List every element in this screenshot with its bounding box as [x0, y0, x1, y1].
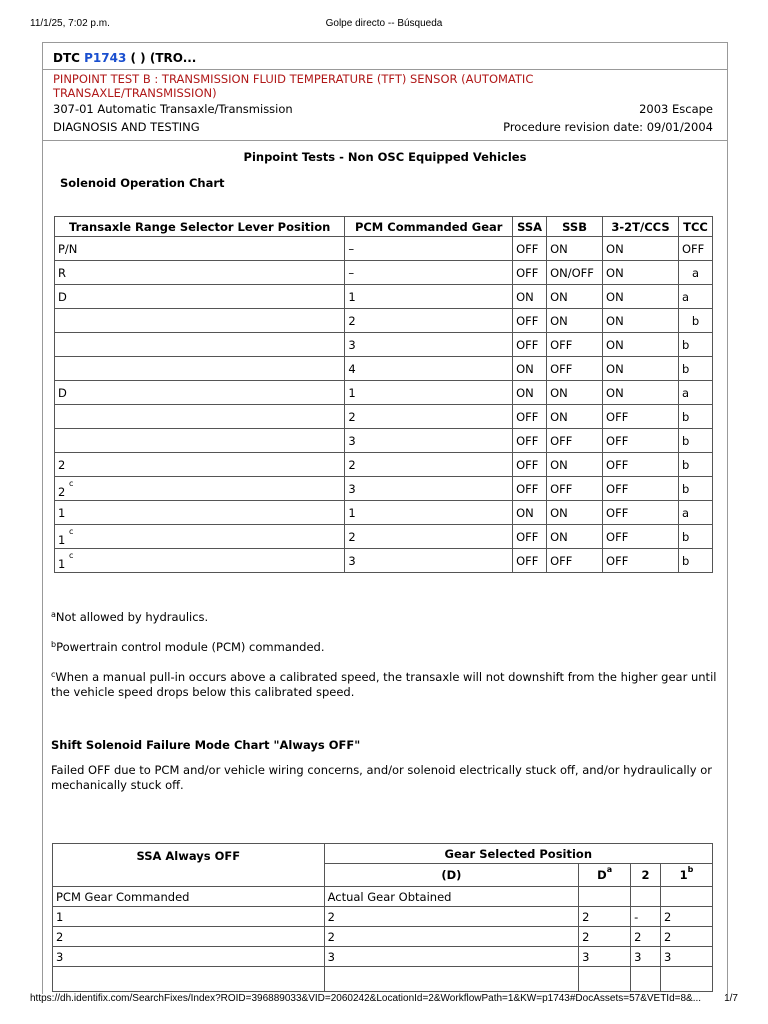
column-header: 1$^b$	[661, 864, 713, 887]
table-row	[55, 333, 713, 357]
table-cell: 3	[324, 947, 579, 967]
table-cell: ON	[547, 381, 603, 405]
table-header-row	[53, 844, 713, 864]
table-cell: b	[678, 405, 712, 429]
table-cell: ON	[547, 285, 603, 309]
table-cell: b	[678, 477, 712, 501]
column-header: $D^a$	[579, 864, 631, 887]
footnote-a	[51, 610, 208, 625]
table-cell: OFF	[547, 357, 603, 381]
table-row	[53, 967, 713, 992]
table-cell: OFF	[678, 237, 712, 261]
table-cell: b	[678, 525, 712, 549]
table-row	[53, 907, 713, 927]
table-row	[55, 381, 713, 405]
table-cell: ON	[603, 309, 679, 333]
table-cell: OFF	[603, 477, 679, 501]
table-cell: 1 $^c$	[55, 549, 345, 573]
failure-mode-table	[52, 843, 713, 992]
table-cell: 1	[345, 285, 513, 309]
table-cell: 2	[324, 927, 579, 947]
table-cell: 1	[345, 501, 513, 525]
table-cell: OFF	[513, 237, 547, 261]
table-cell: OFF	[603, 453, 679, 477]
vehicle-name: 2003 Escape	[639, 102, 713, 116]
table-cell: OFF	[513, 309, 547, 333]
category-name: DIAGNOSIS AND TESTING	[53, 120, 200, 134]
table-row	[53, 927, 713, 947]
dtc-title	[53, 51, 196, 65]
column-header: PCM Commanded Gear	[345, 217, 513, 237]
table-cell: 2	[661, 927, 713, 947]
section-name: 307-01 Automatic Transaxle/Transmission	[53, 102, 293, 116]
table-cell: PCM Gear Commanded	[53, 887, 325, 907]
table-cell: b	[678, 453, 712, 477]
table-cell: OFF	[513, 477, 547, 501]
column-header: (D)	[324, 864, 579, 887]
footnote-mark: a	[51, 610, 56, 619]
table-cell: 2	[345, 309, 513, 333]
table-cell: 2	[579, 907, 631, 927]
table-cell: OFF	[547, 477, 603, 501]
column-header: Transaxle Range Selector Lever Position	[55, 217, 345, 237]
table-cell: 3	[661, 947, 713, 967]
table-cell: 2	[345, 405, 513, 429]
footnote-text: Powertrain control module (PCM) commanded.	[56, 640, 325, 654]
table-row	[55, 501, 713, 525]
table-row	[53, 887, 713, 907]
page-subtitle: Pinpoint Tests - Non OSC Equipped Vehicles	[243, 150, 527, 164]
table-cell: –	[345, 237, 513, 261]
revision-date: Procedure revision date: 09/01/2004	[503, 120, 713, 134]
table-cell: 2	[631, 927, 661, 947]
footnote-c	[51, 670, 721, 700]
table-cell	[579, 887, 631, 907]
table-cell: 2	[661, 907, 713, 927]
table-cell: ON	[547, 501, 603, 525]
table-cell: -	[631, 907, 661, 927]
table-row	[55, 429, 713, 453]
table-row	[55, 237, 713, 261]
table-cell: ON	[603, 261, 679, 285]
column-header: Gear Selected Position	[324, 844, 712, 864]
divider	[43, 140, 727, 141]
column-header: SSA	[513, 217, 547, 237]
description-line: Failed OFF due to PCM and/or vehicle wiring concerns, and/or solenoid electrically stuck off, and/or hydraulically or	[51, 763, 712, 777]
table-cell	[55, 357, 345, 381]
column-header: SSB	[547, 217, 603, 237]
table-cell	[631, 967, 661, 992]
table-cell: OFF	[603, 501, 679, 525]
table-cell: 1 $^c$	[55, 525, 345, 549]
table-cell	[55, 405, 345, 429]
print-footer	[0, 993, 768, 1007]
table-cell: a	[678, 285, 712, 309]
table-cell: 3	[631, 947, 661, 967]
table-cell: R	[55, 261, 345, 285]
print-url: https://dh.identifix.com/SearchFixes/Index?ROID=396889033&VID=2060242&LocationId=2&WorkflowPath=1&KW=p1743#DocAssets=57&VETId=8&...	[30, 993, 702, 1004]
table-row	[55, 285, 713, 309]
table-row	[55, 453, 713, 477]
column-header: 2	[631, 864, 661, 887]
table-cell: ON	[513, 357, 547, 381]
table-cell: 3	[345, 549, 513, 573]
table-cell: ON	[547, 237, 603, 261]
print-header	[0, 18, 768, 32]
table-cell: 3	[53, 947, 325, 967]
table-cell	[631, 887, 661, 907]
table-cell: 2 $^c$	[55, 477, 345, 501]
table-cell: 3	[345, 429, 513, 453]
table-row	[53, 947, 713, 967]
column-header: SSA Always OFF	[53, 844, 325, 887]
table-row	[55, 405, 713, 429]
table-cell: 1	[345, 381, 513, 405]
table-cell: OFF	[547, 333, 603, 357]
table-row	[55, 357, 713, 381]
table-cell: ON	[603, 381, 679, 405]
table-cell: OFF	[513, 429, 547, 453]
table-cell: OFF	[547, 549, 603, 573]
table-cell: a	[678, 381, 712, 405]
table-cell: b	[678, 333, 712, 357]
table-cell: OFF	[603, 525, 679, 549]
table-cell: a	[678, 501, 712, 525]
pinpoint-line-2: TRANSAXLE/TRANSMISSION)	[53, 86, 217, 100]
pinpoint-test-title	[53, 72, 573, 100]
table-cell: –	[345, 261, 513, 285]
table-cell: 2	[345, 525, 513, 549]
table-cell: OFF	[513, 261, 547, 285]
table-cell	[661, 887, 713, 907]
table-cell	[579, 967, 631, 992]
footnote-text: When a manual pull-in occurs above a calibrated speed, the transaxle will not downshift from the higher gear until	[55, 670, 717, 684]
table-cell: 4	[345, 357, 513, 381]
table-cell: ON	[603, 357, 679, 381]
chart-title: Solenoid Operation Chart	[60, 176, 225, 190]
table-cell: ON	[603, 333, 679, 357]
table-cell: 2	[345, 453, 513, 477]
table-cell: OFF	[547, 429, 603, 453]
footnote-b	[51, 640, 325, 655]
document-frame	[42, 42, 728, 994]
table-cell: Actual Gear Obtained	[324, 887, 579, 907]
column-header: TCC	[678, 217, 712, 237]
table-cell: OFF	[513, 549, 547, 573]
table-row	[55, 525, 713, 549]
table-cell: OFF	[603, 405, 679, 429]
table-cell: OFF	[603, 429, 679, 453]
table-cell	[55, 333, 345, 357]
table-cell: OFF	[513, 525, 547, 549]
table-cell: 2	[324, 907, 579, 927]
table-cell: ON	[547, 453, 603, 477]
table-cell: D	[55, 381, 345, 405]
table-cell: ON	[513, 381, 547, 405]
table-cell: b	[678, 309, 712, 333]
column-header: 3-2T/CCS	[603, 217, 679, 237]
table-cell: ON	[513, 285, 547, 309]
table-cell: OFF	[513, 453, 547, 477]
dtc-suffix: ( ) (TRO...	[126, 51, 197, 65]
dtc-code-link[interactable]: P1743	[84, 51, 127, 65]
table-cell: D	[55, 285, 345, 309]
table-cell: OFF	[603, 549, 679, 573]
table-cell: OFF	[513, 405, 547, 429]
table-cell	[661, 967, 713, 992]
failure-chart-description	[51, 763, 721, 793]
table-cell: ON	[547, 309, 603, 333]
dtc-prefix: DTC	[53, 51, 85, 65]
table-cell	[55, 429, 345, 453]
footnote-text: the vehicle speed drops below this calibrated speed.	[51, 685, 355, 699]
table-row	[55, 261, 713, 285]
table-cell: 3	[345, 477, 513, 501]
pinpoint-line-1: PINPOINT TEST B : TRANSMISSION FLUID TEMPERATURE (TFT) SENSOR (AUTOMATIC	[53, 72, 534, 86]
table-cell: 1	[53, 907, 325, 927]
print-page-title: Golpe directo -- Búsqueda	[325, 18, 443, 29]
solenoid-operation-table	[54, 216, 713, 573]
table-row	[55, 309, 713, 333]
table-cell: b	[678, 357, 712, 381]
table-cell: ON	[603, 285, 679, 309]
description-line: mechanically stuck off.	[51, 778, 184, 792]
table-cell: b	[678, 429, 712, 453]
table-cell: ON/OFF	[547, 261, 603, 285]
table-cell: 2	[55, 453, 345, 477]
print-datetime: 11/1/25, 7:02 p.m.	[30, 18, 110, 29]
table-row	[55, 477, 713, 501]
table-cell: 3	[579, 947, 631, 967]
table-row	[55, 549, 713, 573]
page-number: 1/7	[724, 993, 738, 1004]
table-cell: P/N	[55, 237, 345, 261]
footnote-mark: b	[51, 640, 57, 649]
table-cell: 2	[53, 927, 325, 947]
table-cell: ON	[513, 501, 547, 525]
footnote-text: Not allowed by hydraulics.	[55, 610, 209, 624]
table-cell: ON	[547, 525, 603, 549]
failure-chart-title: Shift Solenoid Failure Mode Chart "Always OFF"	[51, 738, 361, 752]
table-header-row	[55, 217, 713, 237]
table-cell	[53, 967, 325, 992]
table-cell: a	[678, 261, 712, 285]
table-cell: ON	[603, 237, 679, 261]
table-cell: 3	[345, 333, 513, 357]
table-cell: 2	[579, 927, 631, 947]
table-cell: b	[678, 549, 712, 573]
table-cell: ON	[547, 405, 603, 429]
table-cell	[55, 309, 345, 333]
table-cell	[324, 967, 579, 992]
table-cell: OFF	[513, 333, 547, 357]
footnote-mark: c	[51, 670, 56, 679]
divider	[43, 69, 727, 70]
table-cell: 1	[55, 501, 345, 525]
